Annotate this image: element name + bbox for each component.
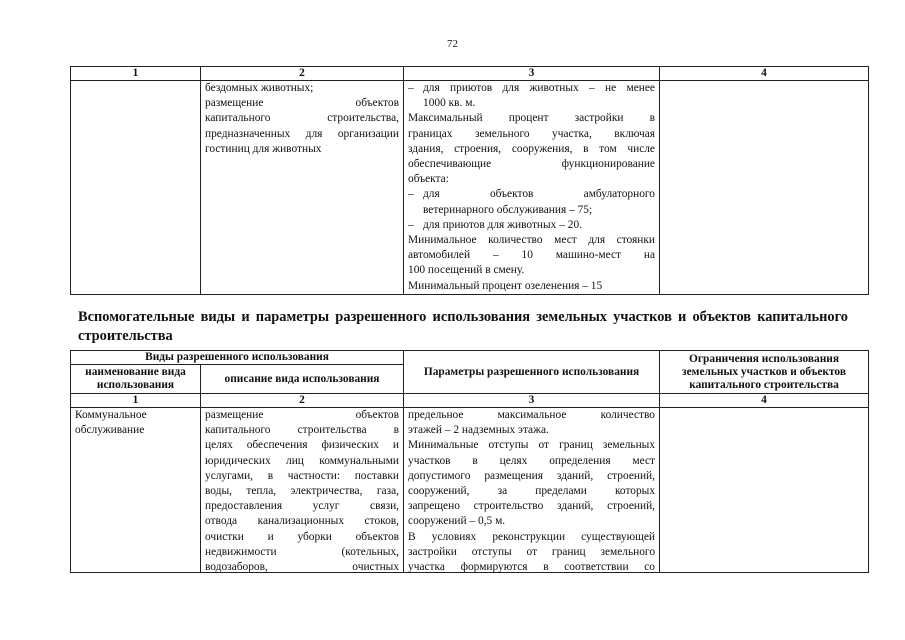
text-line: услугами, в частности: поставки (205, 469, 400, 482)
continuation-table (70, 66, 869, 295)
parameters-text (408, 408, 655, 572)
col-number-4: 4 (660, 67, 869, 81)
col-number-3: 3 (404, 67, 660, 81)
use-name-cell (71, 408, 201, 573)
text-line: размещение объектов (205, 409, 400, 421)
text-line: сооружений – 0,5 м. (408, 515, 506, 528)
text-line: здания, строения, сооружения, в том числе (408, 142, 655, 155)
text-line: очистки и уборки объектов (205, 530, 400, 543)
group-header: Виды разрешенного использования (71, 351, 404, 365)
text-line: целях обеспечения физических и (205, 439, 400, 452)
text-line: бездомных животных; (205, 82, 314, 94)
text-line: обеспечивающие функционирование (408, 158, 655, 171)
use-description-header: описание вида использования (201, 365, 404, 394)
text-line: Максимальный процент застройки в (408, 112, 655, 125)
use-description-cell (201, 81, 404, 295)
text-line: допустимого размещения зданий, строений, (408, 469, 656, 482)
text-line: капитального строительства в (205, 424, 400, 437)
use-name-cell (71, 81, 201, 295)
text-line: отвода канализационных стоков, (205, 515, 400, 528)
text-line: размещение объектов (205, 97, 399, 110)
paragraph (408, 279, 655, 294)
restrictions-cell (660, 81, 869, 295)
use-description-text (205, 408, 399, 572)
page-number: 72 (447, 38, 458, 50)
paragraph (408, 233, 655, 279)
bullet-item (408, 81, 655, 111)
text-line: юридических лиц коммунальными (205, 454, 400, 467)
use-description-text (205, 81, 399, 157)
text-line: границах земельного участка, включая (408, 127, 655, 140)
text-line: объекта: (408, 173, 449, 186)
paragraph (408, 111, 655, 187)
text-line: застройки отступы от границ земельного (408, 545, 656, 558)
parameters-cell (404, 408, 660, 573)
text-line: участка формируются в соответствии со (408, 561, 656, 572)
dash-marker: – (408, 188, 414, 201)
text-line: гостиниц для животных (205, 142, 322, 155)
parameters-cell (404, 81, 660, 295)
col-number-1: 1 (71, 67, 201, 81)
text-line: запрещено строительство зданий, строений, (408, 500, 656, 513)
text-line: для объектов амбулаторного (423, 188, 655, 201)
col-number-2: 2 (201, 394, 404, 408)
restrictions-cell (660, 408, 869, 573)
auxiliary-uses-table (70, 350, 869, 573)
parameters-header: Параметры разрешенного использования (404, 351, 660, 394)
text-line: ветеринарного обслуживания – 75; (423, 203, 593, 216)
text-line: Минимальный процент озеленения – 15 (408, 279, 603, 292)
column-number-row (71, 394, 869, 408)
header-row (71, 351, 869, 365)
restrictions-text (664, 408, 864, 572)
text-line: предельное максимальное количество (408, 409, 656, 421)
text-line: Минимальные отступы от границ земельных (408, 439, 656, 452)
column-number-row (71, 67, 869, 81)
section-title: Вспомогательные виды и параметры разрешенного использования земельных участков и объектов капитального строительства (78, 309, 848, 344)
dash-marker: – (408, 82, 414, 94)
text-line: автомобилей – 10 машино-мест на (408, 249, 655, 262)
bullet-item (408, 218, 655, 233)
col-number-4: 4 (660, 394, 869, 408)
text-line: капитального строительства, (205, 112, 399, 125)
text-line: участков в целях определения мест (408, 454, 656, 467)
text-line: этажей – 2 надземных этажа. (408, 424, 549, 437)
text-line: сооружений, за пределами которых (408, 485, 656, 498)
text-line: 100 посещений в смену. (408, 264, 525, 277)
text-line: водозаборов, очистных (205, 561, 400, 572)
restrictions-header: Ограничения использования земельных участков и объектов капитального строительства (660, 351, 869, 394)
text-line: недвижимости (котельных, (205, 545, 400, 558)
dash-marker: – (408, 218, 414, 231)
text-line: воды, тепла, электричества, газа, (205, 485, 400, 498)
text-line: 1000 кв. м. (423, 97, 476, 110)
table-row (71, 81, 869, 295)
text-line: для приютов для животных – не менее (423, 82, 655, 94)
use-description-cell (201, 408, 404, 573)
col-number-3: 3 (404, 394, 660, 408)
text-line: Минимальное количество мест для стоянки (408, 234, 655, 247)
text-line: для приютов для животных – 20. (423, 218, 582, 231)
use-name-header: наименование вида использования (71, 365, 201, 394)
text-line: предназначенных для организации (205, 127, 399, 140)
col-number-2: 2 (201, 67, 404, 81)
table-row (71, 408, 869, 573)
col-number-1: 1 (71, 394, 201, 408)
use-name: Коммунальное обслуживание (75, 409, 147, 437)
text-line: предоставления услуг связи, (205, 500, 400, 513)
bullet-item (408, 187, 655, 217)
text-line: В условиях реконструкции существующей (408, 530, 656, 543)
